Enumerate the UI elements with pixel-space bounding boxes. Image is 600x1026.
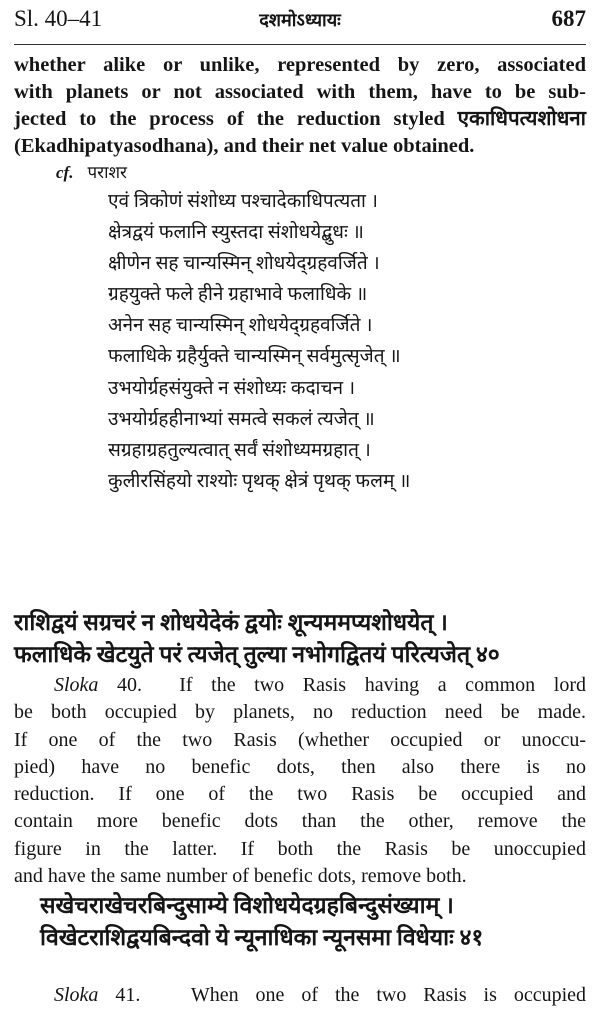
page-number: 687 — [551, 6, 586, 31]
verse-line: ग्रहयुक्ते फले हीने ग्रहाभावे फलाधिके ॥ — [108, 284, 368, 306]
verse-line: उभयोर्ग्रहसंयुक्ते न संशोध्यः कदाचन । — [108, 377, 356, 399]
text-line: figure in the latter. If both the Rasis be unoccupied — [14, 837, 586, 860]
sloka-number: 41. — [115, 984, 141, 1006]
cf-source: पराशर — [87, 163, 127, 182]
verse-line: क्षेत्रद्वयं फलानि स्युस्तदा संशोधयेद्बुधः ॥ — [108, 222, 364, 244]
text-line: (Ekadhipatyasodhana), and their net value obtained. — [14, 135, 475, 157]
intro-paragraph — [14, 52, 586, 160]
text-line: with planets or not associated with them, have to be sub- — [14, 81, 586, 103]
sloka-40-translation — [14, 672, 586, 890]
verse-line: एवं त्रिकोणं संशोध्य पश्चादेकाधिपत्यता । — [108, 191, 378, 212]
verse-line: सखेचराखेचरबिन्दुसाम्ये विशोधयेदग्रहबिन्दुसंख्याम् । — [40, 893, 454, 918]
verse-line: कुलीरसिंहयो राश्योः पृथक् क्षेत्रं पृथक् फलम् ॥ — [108, 470, 411, 492]
text-line: contain more benefic dots than the other, remove the — [14, 810, 586, 833]
text-line: and have the same number of benefic dots, remove both. — [14, 865, 467, 888]
text-line: Sloka 40. If the two Rasis having a common lord — [54, 674, 586, 696]
verse-line: सग्रहाग्रहतुल्यत्वात् सर्वं संशोध्यमग्रहात् । — [108, 439, 371, 461]
sloka-41-verse — [40, 890, 590, 954]
running-header — [14, 6, 586, 36]
sloka-label: Sloka — [54, 674, 99, 696]
verse-line: उभयोर्ग्रहहीनाभ्यां समत्वे सकलं त्यजेत् ॥ — [108, 408, 375, 430]
sloka-number: 40. — [117, 674, 143, 696]
text-line: pied) have no benefic dots, then also there is no — [14, 755, 586, 778]
header-rule — [14, 44, 586, 45]
quoted-verses — [108, 186, 410, 497]
verse-line: फलाधिके ग्रहैर्युक्ते चान्यस्मिन् सर्वमुत्सृजेत् ॥ — [108, 346, 401, 368]
chapter-title: दशमोऽध्यायः — [259, 10, 341, 30]
text-line: whether alike or unlike, represented by zero, associated — [14, 54, 586, 76]
text-line: be both occupied by planets, no reduction need be made. — [14, 701, 586, 724]
text-line: jected to the process of the reduction styled एकाधिपत्यशोधना — [14, 108, 586, 130]
text-line: reduction. If one of the two Rasis be occupied and — [14, 783, 586, 806]
verse-line: अनेन सह चान्यस्मिन् शोधयेद्ग्रहवर्जिते । — [108, 315, 373, 337]
cf-label: cf. — [56, 163, 74, 182]
verse-line: विखेटराशिद्वयबिन्दवो ये न्यूनाधिका न्यूनसमा विधेयाः ४१ — [40, 925, 484, 950]
verse-line: फलाधिके खेटयुते परं त्यजेत् तुल्या नभोगद्वितयं परित्यजेत् ४० — [14, 642, 500, 667]
cf-reference — [56, 160, 127, 183]
section-ref: Sl. 40–41 — [14, 6, 103, 31]
text-line: Sloka 41. When one of the two Rasis is occupied — [54, 984, 587, 1006]
sloka-label: Sloka — [54, 984, 99, 1006]
text-line: If one of the two Rasis (whether occupied or unoccu- — [14, 728, 586, 751]
sloka-40-verse — [14, 607, 590, 671]
sloka-41-translation — [14, 982, 586, 1009]
verse-line: राशिद्वयं सग्रचरं न शोधयेदेकं द्वयोः शून्यममप्यशोधयेत् । — [14, 610, 448, 635]
verse-line: क्षीणेन सह चान्यस्मिन् शोधयेद्ग्रहवर्जिते । — [108, 253, 380, 275]
